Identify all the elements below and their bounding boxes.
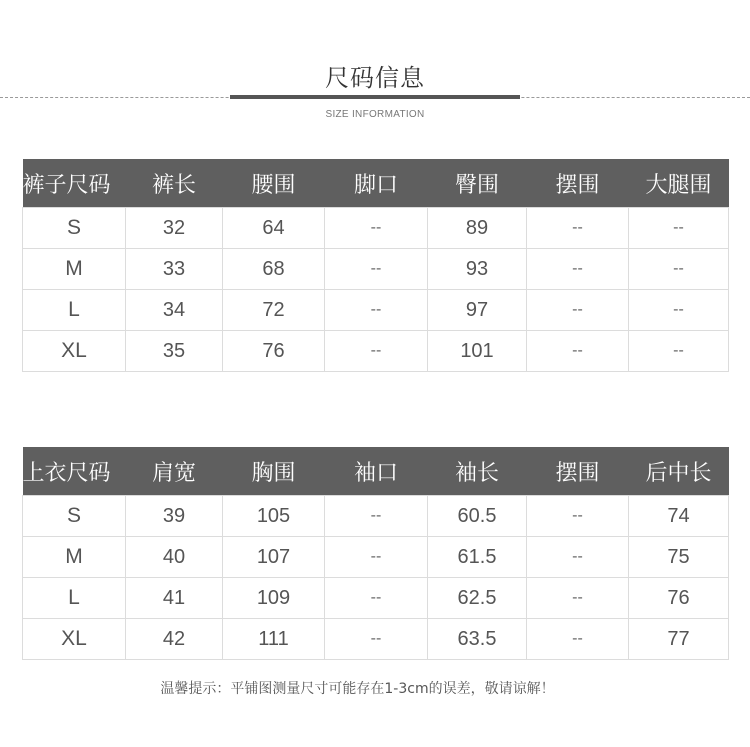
pants-table-size-cell: L [23, 290, 126, 331]
tops-table-header-cell: 后中长 [629, 447, 729, 496]
tops-table-value-cell: -- [527, 578, 629, 619]
tops-table-row [23, 578, 729, 619]
tops-table-value-cell: 77 [629, 619, 729, 660]
tops-table-value-cell: 111 [223, 619, 325, 660]
pants-table-value-cell: 97 [428, 290, 527, 331]
tops-table-header-row [23, 447, 729, 496]
tops-table-header-cell: 摆围 [527, 447, 629, 496]
pants-table-value-cell: 93 [428, 249, 527, 290]
pants-table-value-cell: -- [629, 249, 729, 290]
tops-table-row [23, 619, 729, 660]
tops-table-size-cell: M [23, 537, 126, 578]
pants-table-value-cell: 35 [126, 331, 223, 372]
pants-table-value-cell: 64 [223, 208, 325, 249]
pants-table-value-cell: -- [527, 331, 629, 372]
pants-table-size-cell: S [23, 208, 126, 249]
pants-table-row [23, 290, 729, 331]
pants-table-value-cell: 89 [428, 208, 527, 249]
pants-table-value-cell: -- [629, 208, 729, 249]
tops-table-value-cell: 60.5 [428, 496, 527, 537]
pants-table-value-cell: -- [527, 208, 629, 249]
tops-table-value-cell: -- [527, 537, 629, 578]
tops-table-header-cell: 袖长 [428, 447, 527, 496]
tops-table-value-cell: 61.5 [428, 537, 527, 578]
pants-table-value-cell: -- [629, 331, 729, 372]
pants-table-row [23, 208, 729, 249]
pants-table-header-cell: 腰围 [223, 159, 325, 208]
pants-table-header-row [23, 159, 729, 208]
tops-table-value-cell: -- [325, 619, 428, 660]
pants-table-value-cell: -- [629, 290, 729, 331]
title-underline-bar [230, 95, 520, 99]
tops-table-header-cell: 胸围 [223, 447, 325, 496]
tops-table-value-cell: 107 [223, 537, 325, 578]
tops-table-value-cell: 109 [223, 578, 325, 619]
tops-table-size-cell: S [23, 496, 126, 537]
tops-table-header-cell: 袖口 [325, 447, 428, 496]
tops-table-header-cell: 上衣尺码 [23, 447, 126, 496]
pants-table-size-cell: M [23, 249, 126, 290]
pants-table-value-cell: 68 [223, 249, 325, 290]
tops-table-value-cell: 42 [126, 619, 223, 660]
pants-table-value-cell: 34 [126, 290, 223, 331]
pants-table-value-cell: -- [527, 249, 629, 290]
tops-table-value-cell: 62.5 [428, 578, 527, 619]
page-title: 尺码信息 [325, 64, 425, 92]
tops-table-value-cell: -- [325, 578, 428, 619]
page-subtitle: SIZE INFORMATION [325, 109, 425, 120]
pants-table-value-cell: 76 [223, 331, 325, 372]
pants-table-value-cell: -- [325, 331, 428, 372]
tops-table-value-cell: -- [527, 619, 629, 660]
pants-table-header-cell: 臀围 [428, 159, 527, 208]
pants-table-header-cell: 摆围 [527, 159, 629, 208]
pants-table-value-cell: 33 [126, 249, 223, 290]
pants-table-header-cell: 裤子尺码 [23, 159, 126, 208]
pants-table-value-cell: 32 [126, 208, 223, 249]
tops-table-size-cell: L [23, 578, 126, 619]
pants-table-value-cell: 101 [428, 331, 527, 372]
pants-table-value-cell: 72 [223, 290, 325, 331]
pants-table-header-cell: 脚口 [325, 159, 428, 208]
tops-size-table [22, 447, 729, 660]
tops-table-value-cell: 63.5 [428, 619, 527, 660]
pants-table-value-cell: -- [325, 290, 428, 331]
measurement-footnote: 温馨提示：平铺图测量尺寸可能存在1-3cm的误差，敬请谅解！ [160, 681, 555, 697]
tops-table-row [23, 496, 729, 537]
pants-table-row [23, 331, 729, 372]
tops-table-value-cell: -- [527, 496, 629, 537]
tops-table-value-cell: 75 [629, 537, 729, 578]
tops-table-value-cell: 41 [126, 578, 223, 619]
tops-table-row [23, 537, 729, 578]
tops-table-value-cell: 40 [126, 537, 223, 578]
tops-table-value-cell: 39 [126, 496, 223, 537]
tops-table-value-cell: 74 [629, 496, 729, 537]
pants-table-row [23, 249, 729, 290]
tops-table-value-cell: -- [325, 537, 428, 578]
pants-table-header-cell: 裤长 [126, 159, 223, 208]
pants-table-value-cell: -- [325, 208, 428, 249]
pants-table-header-cell: 大腿围 [629, 159, 729, 208]
tops-table-value-cell: -- [325, 496, 428, 537]
pants-table-size-cell: XL [23, 331, 126, 372]
tops-table-value-cell: 76 [629, 578, 729, 619]
tops-table-size-cell: XL [23, 619, 126, 660]
tops-table-value-cell: 105 [223, 496, 325, 537]
tops-table-header-cell: 肩宽 [126, 447, 223, 496]
pants-table-value-cell: -- [527, 290, 629, 331]
pants-table-value-cell: -- [325, 249, 428, 290]
pants-size-table [22, 159, 729, 372]
